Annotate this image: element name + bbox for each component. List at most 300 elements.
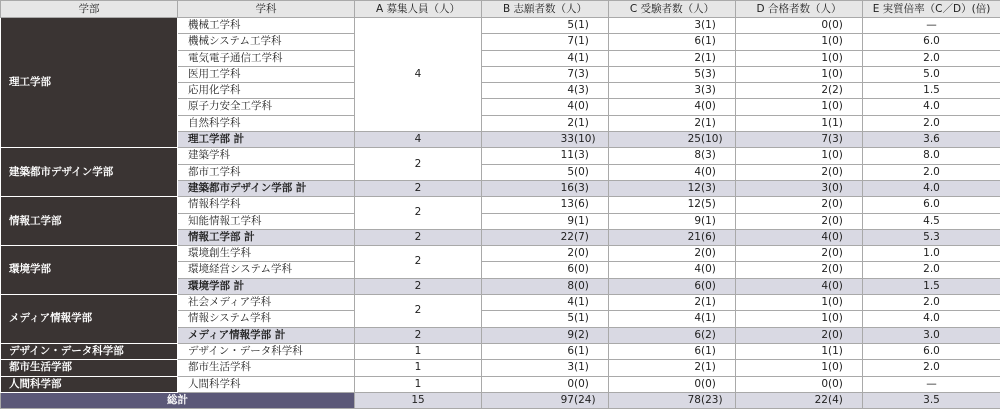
passers-cell: [736, 360, 863, 376]
subtotal-passers: [736, 327, 863, 343]
subtotal-applicants-female: (10): [574, 133, 596, 146]
applicants-cell-value: 7: [567, 67, 574, 80]
applicants-cell-value: 4: [567, 84, 574, 97]
examinees-cell: [609, 34, 736, 50]
capacity-cell: 2: [355, 295, 482, 328]
applicants-cell-female: (1): [574, 296, 589, 309]
applicants-cell-female: (1): [574, 51, 589, 64]
passers-cell-value: 1: [821, 116, 828, 129]
ratio-cell: 2.0: [863, 164, 1000, 180]
total-passers-female: (4): [828, 393, 843, 406]
examinees-cell-female: (1): [701, 51, 716, 64]
applicants-cell-value: 3: [567, 361, 574, 374]
total-applicants: [482, 392, 609, 408]
subtotal-applicants: [482, 180, 609, 196]
passers-cell-value: 2: [821, 247, 828, 260]
examinees-cell-female: (1): [701, 312, 716, 325]
examinees-cell-female: (1): [701, 296, 716, 309]
passers-cell-value: 0: [821, 377, 828, 390]
passers-cell-value: 1: [821, 100, 828, 113]
faculty-name: デザイン・データ科学部: [1, 343, 178, 359]
department-name: 電気電子通信工学科: [178, 50, 355, 66]
applicants-cell-female: (1): [574, 361, 589, 374]
ratio-cell: 8.0: [863, 148, 1000, 164]
passers-cell-value: 1: [821, 35, 828, 48]
applicants-cell: [482, 295, 609, 311]
subtotal-capacity: 2: [355, 180, 482, 196]
department-name: 機械システム工学科: [178, 34, 355, 50]
passers-cell-value: 0: [821, 19, 828, 31]
subtotal-passers-value: 7: [821, 133, 828, 146]
examinees-cell-value: 4: [694, 100, 701, 113]
subtotal-passers: [736, 180, 863, 196]
passers-cell: [736, 164, 863, 180]
examinees-cell-value: 4: [694, 312, 701, 325]
passers-cell-female: (0): [828, 377, 843, 390]
faculty-name: 人間科学部: [1, 376, 178, 392]
applicants-cell-female: (3): [574, 67, 589, 80]
applicants-cell-value: 0: [567, 377, 574, 390]
ratio-cell: 2.0: [863, 360, 1000, 376]
applicants-cell-female: (1): [574, 344, 589, 357]
examinees-cell-value: 2: [694, 296, 701, 309]
total-examinees-female: (23): [701, 393, 723, 406]
subtotal-label: メディア情報学部 計: [178, 327, 355, 343]
passers-cell: [736, 213, 863, 229]
department-name: 原子力安全工学科: [178, 99, 355, 115]
passers-cell-female: (0): [828, 214, 843, 227]
subtotal-capacity: 2: [355, 327, 482, 343]
applicants-cell-value: 5: [567, 19, 574, 31]
examinees-cell-value: 4: [694, 263, 701, 276]
applicants-cell-value: 4: [567, 100, 574, 113]
examinees-cell-female: (3): [701, 67, 716, 80]
capacity-cell: 4: [355, 18, 482, 132]
department-name: 都市工学科: [178, 164, 355, 180]
subtotal-applicants-value: 8: [567, 279, 574, 292]
subtotal-applicants-female: (7): [574, 230, 589, 243]
department-name: 機械工学科: [178, 18, 355, 34]
header-dept: 学科: [178, 1, 355, 18]
passers-cell: [736, 99, 863, 115]
subtotal-examinees-female: (10): [701, 133, 723, 146]
subtotal-ratio: 3.6: [863, 132, 1000, 148]
ratio-cell: 5.0: [863, 66, 1000, 82]
applicants-cell-value: 6: [567, 344, 574, 357]
ratio-cell: 2.0: [863, 295, 1000, 311]
subtotal-examinees-value: 6: [694, 279, 701, 292]
examinees-cell-value: 6: [694, 344, 701, 357]
passers-cell-value: 2: [821, 214, 828, 227]
ratio-cell: 4.5: [863, 213, 1000, 229]
examinees-cell-female: (5): [701, 198, 716, 211]
subtotal-passers-value: 2: [821, 328, 828, 341]
passers-cell: [736, 376, 863, 392]
subtotal-applicants: [482, 229, 609, 245]
subtotal-examinees: [609, 278, 736, 294]
subtotal-passers-female: (0): [828, 279, 843, 292]
examinees-cell: [609, 18, 736, 34]
department-name: 都市生活学科: [178, 360, 355, 376]
capacity-cell: 1: [355, 360, 482, 376]
ratio-cell: 4.0: [863, 99, 1000, 115]
passers-cell-female: (0): [828, 19, 843, 31]
applicants-cell: [482, 34, 609, 50]
applicants-cell-female: (1): [574, 214, 589, 227]
ratio-cell: 1.0: [863, 246, 1000, 262]
subtotal-passers-female: (3): [828, 133, 843, 146]
passers-cell-female: (0): [828, 51, 843, 64]
total-applicants-value: 97: [560, 393, 574, 406]
subtotal-examinees-female: (0): [701, 279, 716, 292]
passers-cell-female: (2): [828, 84, 843, 97]
examinees-cell-value: 5: [694, 67, 701, 80]
subtotal-passers-value: 4: [821, 230, 828, 243]
passers-cell-female: (0): [828, 296, 843, 309]
subtotal-examinees-female: (6): [701, 230, 716, 243]
examinees-cell-value: 12: [687, 198, 701, 211]
capacity-cell: 1: [355, 376, 482, 392]
applicants-cell-value: 6: [567, 263, 574, 276]
header-faculty: 学部: [1, 1, 178, 18]
passers-cell-female: (1): [828, 344, 843, 357]
header-ratio: E 実質倍率（C／D）(倍): [863, 1, 1000, 18]
subtotal-applicants-female: (3): [574, 181, 589, 194]
applicants-cell: [482, 197, 609, 213]
applicants-cell-female: (1): [574, 19, 589, 31]
passers-cell-female: (0): [828, 247, 843, 260]
header-passers: D 合格者数（人）: [736, 1, 863, 18]
applicants-cell-female: (0): [574, 263, 589, 276]
passers-cell-female: (0): [828, 35, 843, 48]
examinees-cell-female: (0): [701, 165, 716, 178]
subtotal-capacity: 2: [355, 229, 482, 245]
subtotal-applicants-value: 22: [560, 230, 574, 243]
passers-cell-value: 1: [821, 361, 828, 374]
table-row: [1, 18, 1000, 34]
applicants-cell: [482, 262, 609, 278]
examinees-cell: [609, 295, 736, 311]
ratio-cell: 6.0: [863, 197, 1000, 213]
passers-cell: [736, 34, 863, 50]
applicants-cell-value: 2: [567, 247, 574, 260]
examinees-cell-female: (1): [701, 35, 716, 48]
header-row: [1, 1, 1000, 18]
table-row: [1, 197, 1000, 213]
examinees-cell-female: (0): [701, 100, 716, 113]
department-name: 環境創生学科: [178, 246, 355, 262]
faculty-name: 理工学部: [1, 18, 178, 148]
passers-cell-value: 1: [821, 67, 828, 80]
examinees-cell-value: 2: [694, 116, 701, 129]
total-applicants-female: (24): [574, 393, 596, 406]
subtotal-label: 情報工学部 計: [178, 229, 355, 245]
capacity-cell: 2: [355, 246, 482, 279]
ratio-cell: —: [863, 376, 1000, 392]
subtotal-applicants-female: (2): [574, 328, 589, 341]
examinees-cell: [609, 50, 736, 66]
applicants-cell: [482, 148, 609, 164]
department-name: 環境経営システム学科: [178, 262, 355, 278]
passers-cell-female: (0): [828, 361, 843, 374]
subtotal-ratio: 1.5: [863, 278, 1000, 294]
examinees-cell: [609, 83, 736, 99]
examinees-cell: [609, 164, 736, 180]
faculty-name: メディア情報学部: [1, 295, 178, 344]
passers-cell: [736, 197, 863, 213]
examinees-cell: [609, 343, 736, 359]
passers-cell-female: (0): [828, 149, 843, 162]
passers-cell-value: 2: [821, 263, 828, 276]
applicants-cell: [482, 115, 609, 131]
applicants-cell: [482, 360, 609, 376]
passers-cell-value: 1: [821, 344, 828, 357]
examinees-cell-female: (1): [701, 214, 716, 227]
applicants-cell-female: (0): [574, 100, 589, 113]
applicants-cell-value: 11: [560, 149, 574, 162]
total-passers: [736, 392, 863, 408]
department-name: 情報システム学科: [178, 311, 355, 327]
subtotal-applicants-female: (0): [574, 279, 589, 292]
department-name: 応用化学科: [178, 83, 355, 99]
faculty-name: 情報工学部: [1, 197, 178, 246]
examinees-cell-female: (3): [701, 149, 716, 162]
subtotal-applicants-value: 9: [567, 328, 574, 341]
passers-cell: [736, 148, 863, 164]
examinees-cell: [609, 360, 736, 376]
table-row: [1, 246, 1000, 262]
applicants-cell-female: (6): [574, 198, 589, 211]
applicants-cell-value: 5: [567, 312, 574, 325]
department-name: 自然科学科: [178, 115, 355, 131]
ratio-cell: 6.0: [863, 34, 1000, 50]
passers-cell: [736, 83, 863, 99]
subtotal-passers-value: 3: [821, 181, 828, 194]
header-applicants: B 志願者数（人）: [482, 1, 609, 18]
ratio-cell: —: [863, 18, 1000, 34]
applicants-cell-value: 5: [567, 165, 574, 178]
passers-cell: [736, 18, 863, 34]
examinees-cell-value: 2: [694, 247, 701, 260]
examinees-cell-value: 2: [694, 51, 701, 64]
department-name: 人間科学科: [178, 376, 355, 392]
passers-cell-value: 2: [821, 84, 828, 97]
applicants-cell-value: 4: [567, 296, 574, 309]
subtotal-passers: [736, 132, 863, 148]
subtotal-ratio: 5.3: [863, 229, 1000, 245]
applicants-cell-female: (3): [574, 149, 589, 162]
subtotal-passers-female: (0): [828, 328, 843, 341]
subtotal-applicants: [482, 132, 609, 148]
examinees-cell: [609, 99, 736, 115]
subtotal-examinees-value: 21: [687, 230, 701, 243]
passers-cell-female: (0): [828, 67, 843, 80]
capacity-cell: 2: [355, 148, 482, 181]
passers-cell: [736, 262, 863, 278]
table-row: [1, 295, 1000, 311]
header-examinees: C 受験者数（人）: [609, 1, 736, 18]
subtotal-label: 建築都市デザイン学部 計: [178, 180, 355, 196]
total-label: 総計: [1, 392, 355, 408]
applicants-cell: [482, 83, 609, 99]
applicants-cell: [482, 213, 609, 229]
subtotal-label: 環境学部 計: [178, 278, 355, 294]
passers-cell: [736, 343, 863, 359]
passers-cell-value: 2: [821, 165, 828, 178]
examinees-cell: [609, 311, 736, 327]
passers-cell-female: (0): [828, 263, 843, 276]
applicants-cell: [482, 18, 609, 34]
examinees-cell-value: 4: [694, 165, 701, 178]
applicants-cell-female: (3): [574, 84, 589, 97]
examinees-cell-value: 2: [694, 361, 701, 374]
applicants-cell-female: (1): [574, 35, 589, 48]
faculty-name: 都市生活学部: [1, 360, 178, 376]
applicants-cell: [482, 164, 609, 180]
passers-cell-value: 1: [821, 149, 828, 162]
subtotal-examinees-female: (3): [701, 181, 716, 194]
subtotal-passers-female: (0): [828, 181, 843, 194]
subtotal-passers-female: (0): [828, 230, 843, 243]
total-passers-value: 22: [814, 393, 828, 406]
examinees-cell-value: 9: [694, 214, 701, 227]
department-name: デザイン・データ科学科: [178, 343, 355, 359]
examinees-cell-female: (3): [701, 84, 716, 97]
passers-cell-value: 1: [821, 296, 828, 309]
ratio-cell: 4.0: [863, 311, 1000, 327]
applicants-cell-value: 7: [567, 35, 574, 48]
subtotal-ratio: 4.0: [863, 180, 1000, 196]
subtotal-applicants: [482, 327, 609, 343]
examinees-cell-female: (0): [701, 263, 716, 276]
examinees-cell: [609, 376, 736, 392]
subtotal-examinees-female: (2): [701, 328, 716, 341]
ratio-cell: 1.5: [863, 83, 1000, 99]
applicants-cell-value: 4: [567, 51, 574, 64]
examinees-cell-female: (1): [701, 344, 716, 357]
table-row: [1, 148, 1000, 164]
subtotal-examinees: [609, 327, 736, 343]
ratio-cell: 2.0: [863, 50, 1000, 66]
faculty-name: 建築都市デザイン学部: [1, 148, 178, 197]
department-name: 建築学科: [178, 148, 355, 164]
department-name: 社会メディア学科: [178, 295, 355, 311]
passers-cell: [736, 66, 863, 82]
department-name: 知能情報工学科: [178, 213, 355, 229]
applicants-cell: [482, 343, 609, 359]
subtotal-examinees-value: 12: [687, 181, 701, 194]
subtotal-passers: [736, 278, 863, 294]
examinees-cell: [609, 197, 736, 213]
total-capacity: 15: [355, 392, 482, 408]
applicants-cell: [482, 99, 609, 115]
applicants-cell-female: (1): [574, 312, 589, 325]
passers-cell: [736, 295, 863, 311]
examinees-cell-value: 6: [694, 35, 701, 48]
total-ratio: 3.5: [863, 392, 1000, 408]
examinees-cell: [609, 213, 736, 229]
department-name: 医用工学科: [178, 66, 355, 82]
capacity-cell: 2: [355, 197, 482, 230]
applicants-cell: [482, 66, 609, 82]
applicants-cell-value: 13: [560, 198, 574, 211]
subtotal-passers: [736, 229, 863, 245]
applicants-cell-female: (0): [574, 377, 589, 390]
subtotal-capacity: 2: [355, 278, 482, 294]
passers-cell-value: 2: [821, 198, 828, 211]
applicants-cell-value: 2: [567, 116, 574, 129]
passers-cell-female: (0): [828, 165, 843, 178]
subtotal-applicants-value: 16: [560, 181, 574, 194]
examinees-cell-female: (1): [701, 361, 716, 374]
examinees-cell-value: 3: [694, 19, 701, 31]
examinees-cell: [609, 148, 736, 164]
subtotal-applicants: [482, 278, 609, 294]
subtotal-examinees: [609, 180, 736, 196]
ratio-cell: 2.0: [863, 115, 1000, 131]
faculty-name: 環境学部: [1, 246, 178, 295]
examinees-cell: [609, 262, 736, 278]
subtotal-applicants-value: 33: [560, 133, 574, 146]
subtotal-examinees-value: 25: [687, 133, 701, 146]
subtotal-ratio: 3.0: [863, 327, 1000, 343]
applicants-cell: [482, 376, 609, 392]
table-row: [1, 343, 1000, 359]
total-row: [1, 392, 1000, 408]
subtotal-examinees: [609, 229, 736, 245]
passers-cell-value: 1: [821, 312, 828, 325]
passers-cell-female: (0): [828, 312, 843, 325]
subtotal-examinees-value: 6: [694, 328, 701, 341]
passers-cell: [736, 115, 863, 131]
passers-cell-female: (1): [828, 116, 843, 129]
examinees-cell-female: (1): [701, 19, 716, 31]
table-row: [1, 360, 1000, 376]
examinees-cell-value: 3: [694, 84, 701, 97]
examinees-cell: [609, 246, 736, 262]
applicants-cell-female: (0): [574, 247, 589, 260]
capacity-cell: 1: [355, 343, 482, 359]
department-name: 情報科学科: [178, 197, 355, 213]
examinees-cell: [609, 115, 736, 131]
subtotal-passers-value: 4: [821, 279, 828, 292]
applicants-cell: [482, 246, 609, 262]
applicants-cell-value: 9: [567, 214, 574, 227]
subtotal-capacity: 4: [355, 132, 482, 148]
examinees-cell-female: (1): [701, 116, 716, 129]
examinees-cell-value: 8: [694, 149, 701, 162]
passers-cell: [736, 311, 863, 327]
table-row: [1, 376, 1000, 392]
passers-cell-female: (0): [828, 198, 843, 211]
total-examinees-value: 78: [687, 393, 701, 406]
subtotal-examinees: [609, 132, 736, 148]
applicants-cell-female: (1): [574, 116, 589, 129]
applicants-cell: [482, 50, 609, 66]
header-capacity: A 募集人員（人）: [355, 1, 482, 18]
ratio-cell: 6.0: [863, 343, 1000, 359]
ratio-cell: 2.0: [863, 262, 1000, 278]
passers-cell-female: (0): [828, 100, 843, 113]
examinees-cell-female: (0): [701, 247, 716, 260]
passers-cell: [736, 50, 863, 66]
passers-cell: [736, 246, 863, 262]
examinees-cell-value: 0: [694, 377, 701, 390]
passers-cell-value: 1: [821, 51, 828, 64]
applicants-cell-female: (0): [574, 165, 589, 178]
examinees-cell: [609, 66, 736, 82]
subtotal-label: 理工学部 計: [178, 132, 355, 148]
